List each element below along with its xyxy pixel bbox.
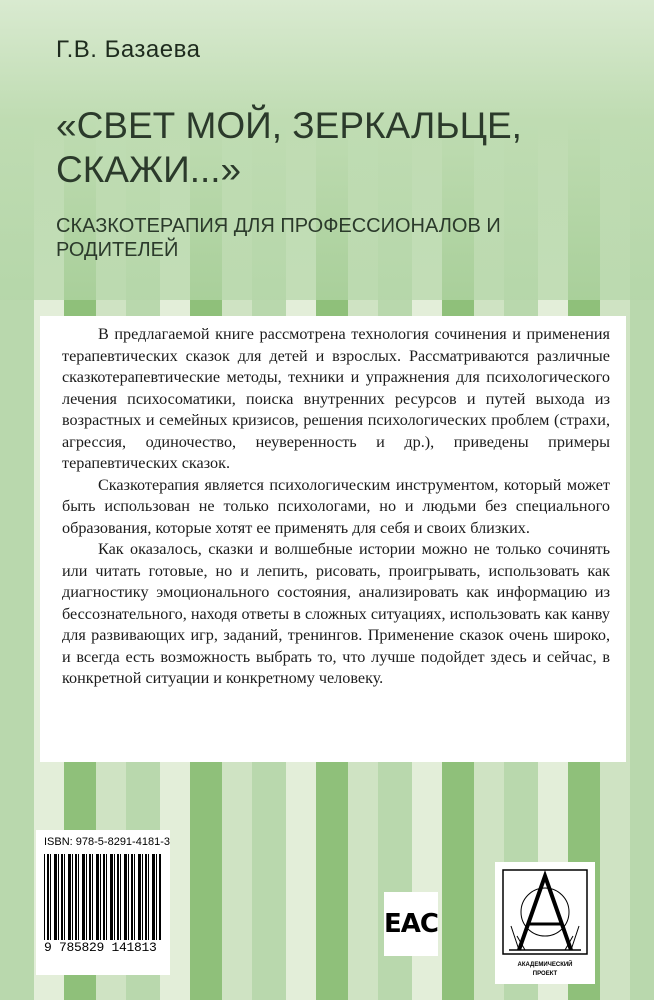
barcode-digits: 9 785829 141813 — [44, 940, 162, 955]
annotation-paragraph: Сказкотерапия является психологическим инструментом, который может быть использован не только психологами, но и людьми без специального образования, которые хотят ее применять для себя и своих близких. — [62, 475, 610, 537]
isbn-label: ISBN: 978-5-8291-4181-3 — [44, 836, 170, 848]
publisher-logo — [495, 862, 595, 984]
author-name: Г.В. Базаева — [56, 36, 201, 63]
publisher-name-line2: ПРОЕКТ — [532, 971, 558, 977]
publisher-name-line1: АКАДЕМИЧЕСКИЙ — [517, 962, 573, 968]
eac-certification-mark — [384, 892, 438, 956]
book-title: «СВЕТ МОЙ, ЗЕРКАЛЬЦЕ, СКАЖИ...» — [56, 105, 522, 190]
book-subtitle: СКАЗКОТЕРАПИЯ ДЛЯ ПРОФЕССИОНАЛОВ И РОДИТЕЛЕЙ — [56, 215, 501, 261]
publisher-logo-icon — [499, 866, 591, 958]
barcode-bars — [44, 854, 162, 954]
isbn-barcode — [36, 830, 170, 975]
annotation-paragraph: Как оказалось, сказки и волшебные истории можно не только сочинять или читать готовые, но и лепить, рисовать, проигрывать, использовать как диагностику эмоционального состояния, анализировать как информацию из бессознательного, находя ответы в сложных ситуациях, использовать как канву для развивающих игр, заданий, тренингов. Применение сказок очень широко, и всегда есть возможность выбрать то, что лучше подойдет здесь и сейчас, в конкретной ситуации и конкретному человеку. — [62, 540, 610, 687]
eac-mark-text: EAC — [384, 909, 438, 939]
annotation-block — [40, 316, 626, 762]
annotation-paragraph: В предлагаемой книге рассмотрена технология сочинения и применения терапевтических сказок для детей и взрослых. Рассматриваются различные сказкотерапевтические методы, техники и упражнения для психологического лечения психосоматики, поиска внутренних ресурсов и путей выхода из возрастных и семейных кризисов, решения психологических проблем (страхи, агрессия, одиночество, неуверенность и др.), приведены примеры терапевтических сказок. — [62, 325, 610, 472]
